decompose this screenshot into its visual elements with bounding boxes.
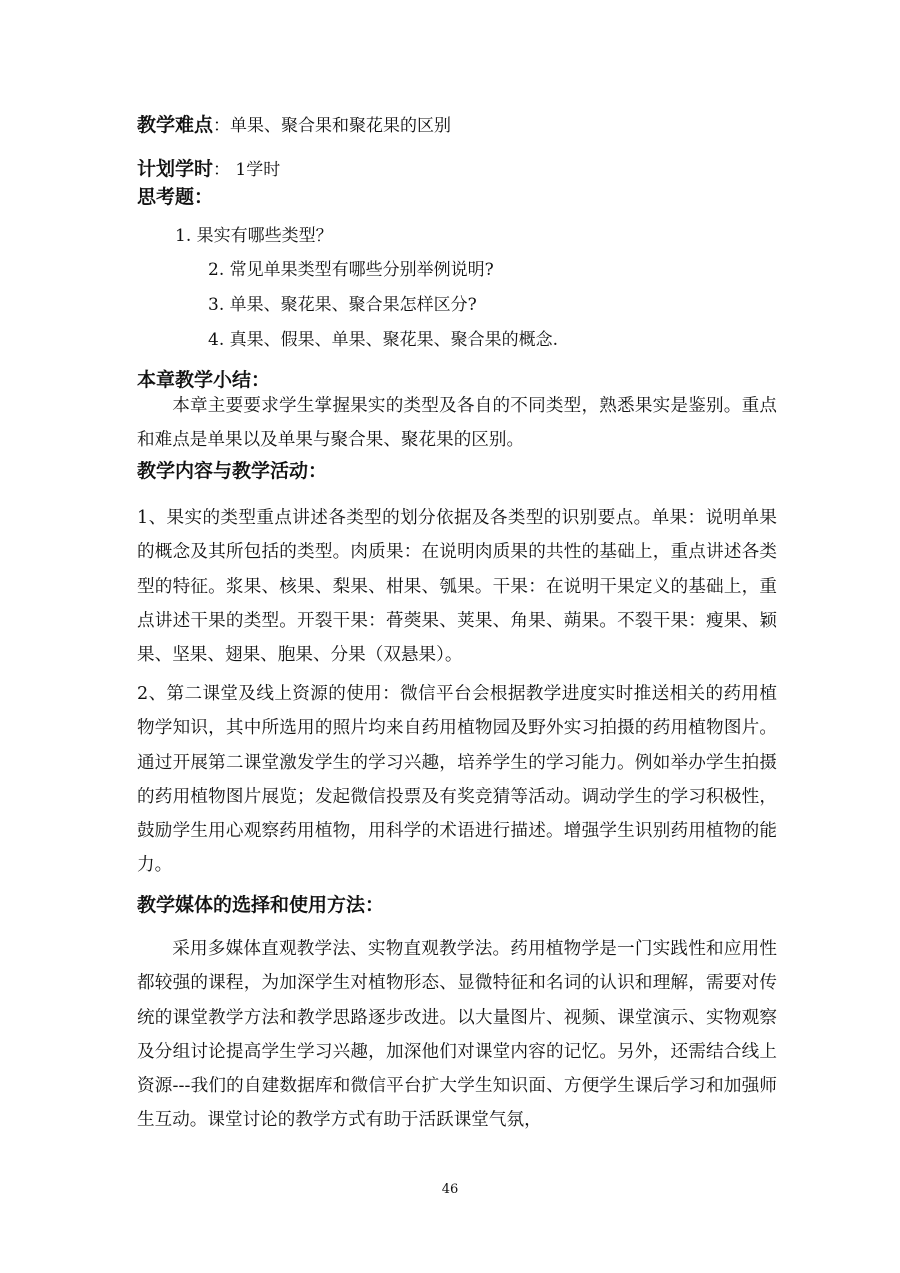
content-paragraph-1: 1、果实的类型重点讲述各类型的划分依据及各类型的识别要点。单果：说明单果的概念及其所包括的类型。肉质果：在说明肉质果的共性的基础上，重点讲述各类型的特征。浆果、核果、梨果、柑果、瓠果。干果：在说明干果定义的基础上，重点讲述干果的类型。开裂干果：蓇葖果、荚果、角果、蒴果。不裂干果：瘦果、颖果、坚果、翅果、胞果、分果（双悬果）。 <box>137 508 777 666</box>
hours-label: 计划学时 <box>137 158 214 180</box>
difficulty-text: ：单果、聚合果和聚花果的区别 <box>213 116 452 136</box>
question-item-4: 4. 真果、假果、单果、聚花果、聚合果的概念. <box>208 330 559 350</box>
difficulty-line <box>137 113 451 138</box>
difficulty-label: 教学难点 <box>137 114 214 136</box>
questions-title: 思考题： <box>137 186 214 208</box>
hours-text: ： 1学时 <box>213 160 281 180</box>
media-title: 教学媒体的选择和使用方法： <box>137 894 385 916</box>
hours-line <box>137 157 280 182</box>
content-title: 教学内容与教学活动： <box>137 460 328 482</box>
question-item-1: 1. 果实有哪些类型？ <box>175 226 333 246</box>
summary-text: 本章主要要求学生掌握果实的类型及各自的不同类型，熟悉果实是鉴别。重点和难点是单果以及单果与聚合果、聚花果的区别。 <box>137 396 777 451</box>
question-item-2: 2. 常见单果类型有哪些分别举例说明? <box>208 260 494 280</box>
content-paragraph-2: 2、第二课堂及线上资源的使用：微信平台会根据教学进度实时推送相关的药用植物学知识，其中所选用的照片均来自药用植物园及野外实习拍摄的药用植物图片。通过开展第二课堂激发学生的学习兴趣，培养学生的学习能力。例如举办学生拍摄的药用植物图片展览；发起微信投票及有奖竞猜等活动。调动学生的学习积极性，鼓励学生用心观察药用植物，用科学的术语进行描述。增强学生识别药用植物的能力。 <box>137 684 777 876</box>
media-text: 采用多媒体直观教学法、实物直观教学法。药用植物学是一门实践性和应用性都较强的课程，为加深学生对植物形态、显微特征和名词的认识和理解，需要对传统的课堂教学方法和教学思路逐步改进。以大量图片、视频、课堂演示、实物观察及分组讨论提高学生学习兴趣，加深他们对课堂内容的记忆。另外，还需结合线上资源---我们的自建数据库和微信平台扩大学生知识面、方便学生课后学习和加强师生互动。课堂讨论的教学方式有助于活跃课堂气氛， <box>137 939 777 1131</box>
summary-title: 本章教学小结： <box>137 369 271 391</box>
question-item-3: 3. 单果、聚花果、聚合果怎样区分? <box>208 295 477 315</box>
page-number: 46 <box>441 1182 459 1197</box>
